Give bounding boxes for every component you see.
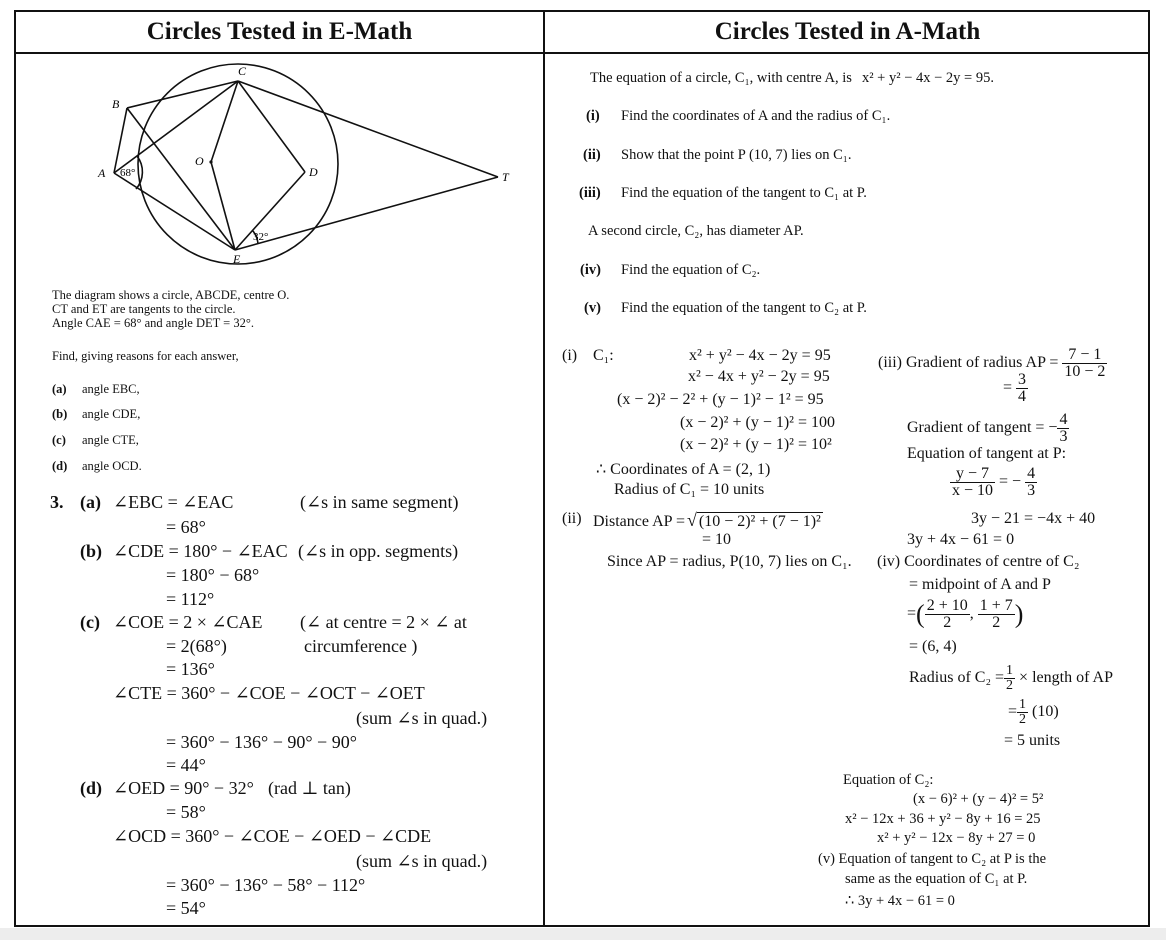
column-divider <box>543 12 545 925</box>
sol-ii-line2: = 10 <box>702 531 732 548</box>
sol-iv-line4: = (6, 4) <box>909 638 957 655</box>
label-a: A <box>98 166 106 180</box>
sol-i-line3: (x − 2)² − 2² + (y − 1)² − 1² = 95 <box>617 391 824 408</box>
sol-c-line2: = 2(68°) <box>166 636 227 656</box>
angle-arc-a <box>136 156 142 189</box>
sol-b-line2: = 180° − 68° <box>166 565 260 585</box>
q-part-iii-label: (iii) <box>579 185 601 201</box>
sol-iii-line7: 3y + 4x − 61 = 0 <box>907 531 1015 548</box>
sol-a-reason: (∠s in same segment) <box>300 492 459 512</box>
q-part-iv-text: Find the equation of C₂. <box>621 262 761 278</box>
part-b-text: angle CDE, <box>82 407 141 421</box>
label-e: E <box>233 252 241 266</box>
sol-c-line3: = 136° <box>166 659 215 679</box>
label-o: O <box>195 154 204 168</box>
angle-e-label: 32° <box>253 231 269 243</box>
sol-iv-line6: = $\frac{1}{2}$ (10) <box>1008 697 1059 727</box>
sol-v-line3: ∴ 3y + 4x − 61 = 0 <box>845 893 955 909</box>
sol-c-line5: = 360° − 136° − 90° − 90° <box>166 732 357 752</box>
statement-line-2: CT and ET are tangents to the circle. <box>52 302 236 316</box>
part-d-text: angle OCD. <box>82 459 142 473</box>
amath-header: Circles Tested in A-Math <box>714 18 981 45</box>
sol-c-line1: ∠COE = 2 × ∠CAE <box>113 612 263 632</box>
question-second-circle: A second circle, C₂, has diameter AP. <box>588 223 804 239</box>
sol-d-line5: = 54° <box>166 898 206 918</box>
sol-a-label: (a) <box>80 492 101 512</box>
sol-d-line2: = 58° <box>166 802 206 822</box>
sol-c2-line2: (x − 6)² + (y − 4)² = 5² <box>913 791 1044 807</box>
sol-c2-line1: Equation of C₂: <box>843 772 934 788</box>
sol-ii-line1: Distance AP = √ (10 − 2)² + (7 − 1)² <box>593 510 821 530</box>
statement-line-3: Angle CAE = 68° and angle DET = 32°. <box>52 316 254 330</box>
sol-b-line3: = 112° <box>166 589 215 609</box>
q-part-iv-label: (iv) <box>580 262 601 278</box>
page-footer-strip <box>0 928 1166 940</box>
q-part-ii-label: (ii) <box>583 147 601 163</box>
sol-c-label: (c) <box>80 612 100 632</box>
sol-i-line4: (x − 2)² + (y − 1)² = 100 <box>680 414 835 431</box>
sol-b-label: (b) <box>80 541 102 561</box>
part-c-text: angle CTE, <box>82 433 139 447</box>
sol-b-line1: ∠CDE = 180° − ∠EAC <box>113 541 288 561</box>
sol-a-line2: = 68° <box>166 517 206 537</box>
chord-be <box>127 108 235 250</box>
chord-bc <box>127 81 238 108</box>
sol-c2-line3: x² − 12x + 36 + y² − 8y + 16 = 25 <box>845 811 1041 827</box>
statement-line-1: The diagram shows a circle, ABCDE, centre O. <box>52 288 290 302</box>
sol-i-line6: ∴ Coordinates of A = (2, 1) <box>596 461 771 478</box>
q-part-v-text: Find the equation of the tangent to C₂ at P. <box>621 300 867 316</box>
sol-iv-line3: =( $\frac{2 + 10}{2}$ , $\frac{1 + 7}{2}$ ) <box>907 597 1024 631</box>
q-part-i-text: Find the coordinates of A and the radius of C₁. <box>621 108 891 124</box>
part-a-text: angle EBC, <box>82 382 140 396</box>
tangent-et <box>235 177 498 250</box>
sol-iii-line1: (iii) Gradient of radius AP = $\frac{7 - 1}{10 - 2}$ <box>878 346 1106 380</box>
sol-iii-line5: $\frac{y - 7}{x - 10}$ = − $\frac{4}{3}$ <box>952 465 1036 499</box>
sol-iv-line5: Radius of C₂ = $\frac{1}{2}$ × length of AP <box>909 663 1113 693</box>
sol-d-reason1: (rad ⊥ tan) <box>268 778 351 798</box>
sol-iii-line3: Gradient of tangent = − $\frac{4}{3}$ <box>907 411 1068 445</box>
emath-header: Circles Tested in E-Math <box>146 18 413 45</box>
sol-iv-line7: = 5 units <box>1004 732 1061 749</box>
find-instruction: Find, giving reasons for each answer, <box>52 349 239 363</box>
label-t: T <box>502 170 509 184</box>
angle-a-label: 68° <box>120 167 136 179</box>
part-c-label: (c) <box>52 433 66 447</box>
circle-outline <box>138 64 338 264</box>
sol-i-line1: x² + y² − 4x − 2y = 95 <box>689 347 831 364</box>
sol-ii-label: (ii) <box>562 510 582 527</box>
sol-c-reason1: (∠ at centre = 2 × ∠ at <box>300 612 467 632</box>
sol-d-label: (d) <box>80 778 102 798</box>
sol-d-line3: ∠OCD = 360° − ∠COE − ∠OED − ∠CDE <box>113 826 432 846</box>
sol-v-line2: same as the equation of C₁ at P. <box>845 871 1028 887</box>
question-intro: The equation of a circle, C₁, with centre A, is x² + y² − 4x − 2y = 95. <box>590 70 994 86</box>
sol-c2-line4: x² + y² − 12x − 8y + 27 = 0 <box>877 830 1036 846</box>
sol-c-line4: ∠CTE = 360° − ∠COE − ∠OCT − ∠OET <box>113 683 425 703</box>
sol-d-line4: = 360° − 136° − 58° − 112° <box>166 875 366 895</box>
sol-iv-line2: = midpoint of A and P <box>909 576 1051 593</box>
chord-ab <box>114 108 127 173</box>
sol-b-reason: (∠s in opp. segments) <box>298 541 459 561</box>
q-part-ii-text: Show that the point P (10, 7) lies on C₁. <box>621 147 852 163</box>
chord-de <box>235 172 305 250</box>
sol-v-line1: (v) Equation of tangent to C₂ at P is the <box>818 851 1047 867</box>
sol-i-line5: (x − 2)² + (y − 1)² = 10² <box>680 436 832 453</box>
sol-c1-label: C₁: <box>593 347 614 364</box>
header-divider <box>16 52 1148 54</box>
sol-i-line2: x² − 4x + y² − 2y = 95 <box>688 368 830 385</box>
sol-d-reason2: (sum ∠s in quad.) <box>356 851 488 871</box>
q-part-i-label: (i) <box>586 108 600 124</box>
sol-i-line7: Radius of C₁ = 10 units <box>614 481 765 498</box>
sol-c-reason3: (sum ∠s in quad.) <box>356 708 488 728</box>
sol-iv-line1: (iv) Coordinates of centre of C₂ <box>877 553 1080 570</box>
part-d-label: (d) <box>52 459 68 473</box>
sol-c-line6: = 44° <box>166 755 206 775</box>
label-b: B <box>112 97 120 111</box>
tangent-ct <box>238 81 498 177</box>
sol-d-line1: ∠OED = 90° − 32° <box>113 778 254 798</box>
sol-iii-line4: Equation of tangent at P: <box>907 445 1067 462</box>
sol-i-label: (i) <box>562 347 578 364</box>
solution-number: 3. <box>50 492 64 512</box>
sol-iii-line2: = $\frac{3}{4}$ <box>1003 371 1027 405</box>
sol-ii-line3: Since AP = radius, P(10, 7) lies on C₁. <box>607 553 852 570</box>
sol-a-line1: ∠EBC = ∠EAC <box>113 492 234 512</box>
label-c: C <box>238 64 247 78</box>
label-d: D <box>309 165 318 179</box>
circle-diagram <box>90 60 520 270</box>
q-part-v-label: (v) <box>584 300 601 316</box>
sol-c-reason2: circumference ) <box>304 636 418 656</box>
part-b-label: (b) <box>52 407 68 421</box>
chord-cd <box>238 81 305 172</box>
q-part-iii-text: Find the equation of the tangent to C₁ at P. <box>621 185 867 201</box>
radius-oc <box>211 81 238 162</box>
chord-ac <box>114 81 238 173</box>
part-a-label: (a) <box>52 382 67 396</box>
sol-iii-line6: 3y − 21 = −4x + 40 <box>971 510 1096 527</box>
